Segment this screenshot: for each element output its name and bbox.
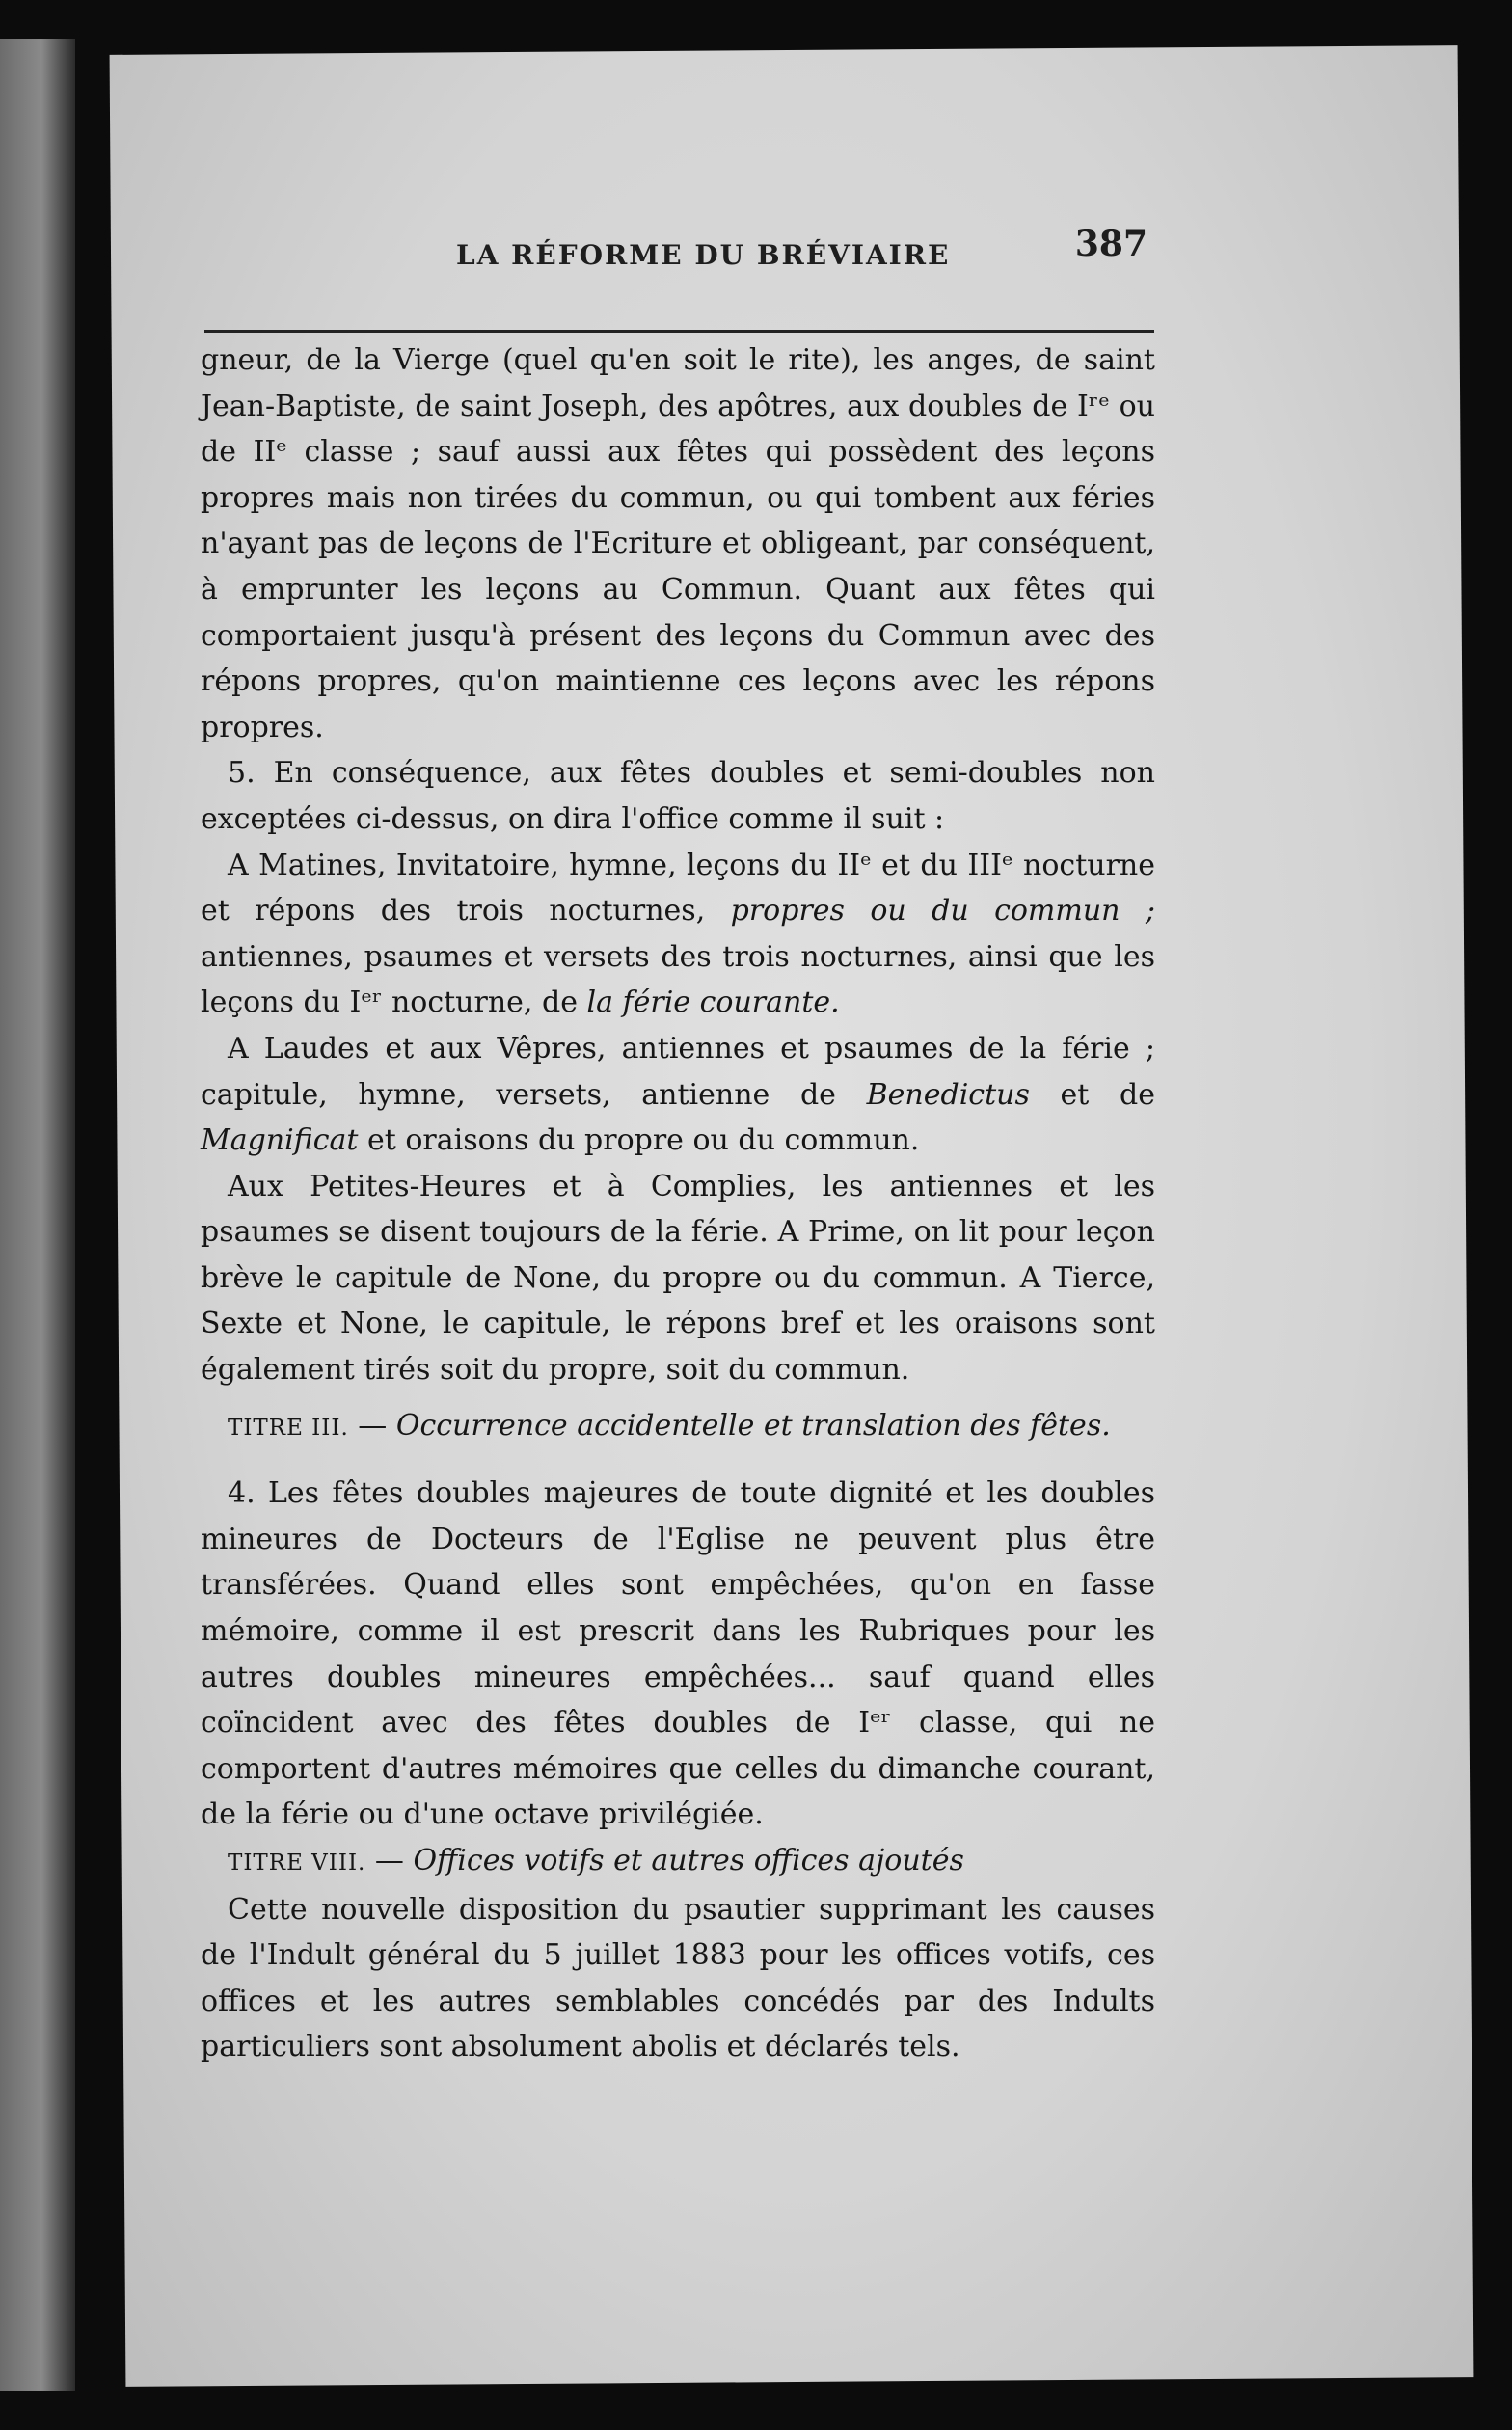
text-run: A Matines, Invitatoire, hymne, leçons du IIᵉ et du IIIᵉ nocturne et répons des trois nocturnes, xyxy=(201,848,1155,929)
text-run: antiennes, psaumes et versets des trois nocturnes, ainsi que les leçons du Iᵉʳ nocturne, de xyxy=(201,939,1155,1020)
header-rule xyxy=(204,330,1154,333)
body-text xyxy=(201,338,1155,2070)
paragraph-5-consequence: 5. En conséquence, aux fêtes doubles et semi-doubles non exceptées ci-dessus, on dira l'office comme il suit : xyxy=(201,756,1155,836)
italic-run: la férie courante. xyxy=(586,986,840,1020)
italic-run: Benedictus xyxy=(866,1077,1030,1112)
section-heading-titre-8 xyxy=(201,1838,1155,1887)
italic-run: Magnificat xyxy=(201,1123,359,1158)
page-number: 387 xyxy=(1074,224,1148,264)
text-run: A Laudes et aux Vêpres, antiennes et psaumes de la férie ; capitule, hymne, versets, antienne de xyxy=(201,1031,1155,1112)
paragraph-laudes xyxy=(201,1026,1155,1164)
paragraph-petites-heures: Aux Petites-Heures et à Complies, les antiennes et les psaumes se disent toujours de la férie. A Prime, on lit pour leçon brève le capitule de None, du propre ou du commun. A Tierce, Sexte et None, le capitule, le répons bref et les oraisons sont également tirés soit du propre, soit du commun. xyxy=(201,1169,1155,1388)
paragraph-4-fetes-doubles: 4. Les fêtes doubles majeures de toute dignité et les doubles mineures de Docteurs de l'Eglise ne peuvent plus être transférées. Quand elles sont empêchées, qu'on en fasse mémoire, comme il est prescrit dans les Rubriques pour les autres doubles mineures empêchées... sauf quand elles coïncident avec des fêtes doubles de Iᵉʳ classe, qui ne comportent d'autres mémoires que celles du dimanche courant, de la férie ou d'une octave privilégiée. xyxy=(201,1476,1155,1832)
titre-title: Occurrence accidentelle et translation des fêtes. xyxy=(395,1408,1111,1443)
titre-label: TITRE III. xyxy=(228,1415,349,1441)
page-header xyxy=(342,222,1148,280)
titre-dash: — xyxy=(365,1844,414,1877)
section-heading-titre-3 xyxy=(201,1403,1155,1452)
paragraph-matines xyxy=(201,843,1155,1026)
text-run: et de xyxy=(1029,1077,1156,1112)
italic-run: propres ou du commun ; xyxy=(730,894,1155,929)
titre-dash: — xyxy=(348,1408,396,1443)
titre-label: TITRE VIII. xyxy=(228,1850,366,1876)
adjacent-page-edge xyxy=(0,39,75,2391)
titre-title: Offices votifs et autres offices ajoutés xyxy=(413,1844,964,1877)
text-run: et oraisons du propre ou du commun. xyxy=(358,1123,920,1158)
running-title: LA RÉFORME DU BRÉVIAIRE xyxy=(456,239,951,271)
paragraph-nouvelle-disposition: Cette nouvelle disposition du psautier supprimant les causes de l'Indult général du 5 juillet 1883 pour les offices votifs, ces offices et les autres semblables concédés par des Indults particuliers sont absolument abolis et déclarés tels. xyxy=(201,1892,1155,2065)
paragraph-continuation: gneur, de la Vierge (quel qu'en soit le rite), les anges, de saint Jean-Baptiste, de saint Joseph, des apôtres, aux doubles de Iʳᵉ ou de IIᵉ classe ; sauf aussi aux fêtes qui possèdent des leçons propres mais non tirées du commun, ou qui tombent aux féries n'ayant pas de leçons de l'Ecriture et obligeant, par conséquent, à emprunter les leçons au Commun. Quant aux fêtes qui comportaient jusqu'à présent des leçons du Commun avec des répons propres, qu'on maintienne ces leçons avec les répons propres. xyxy=(201,343,1155,744)
